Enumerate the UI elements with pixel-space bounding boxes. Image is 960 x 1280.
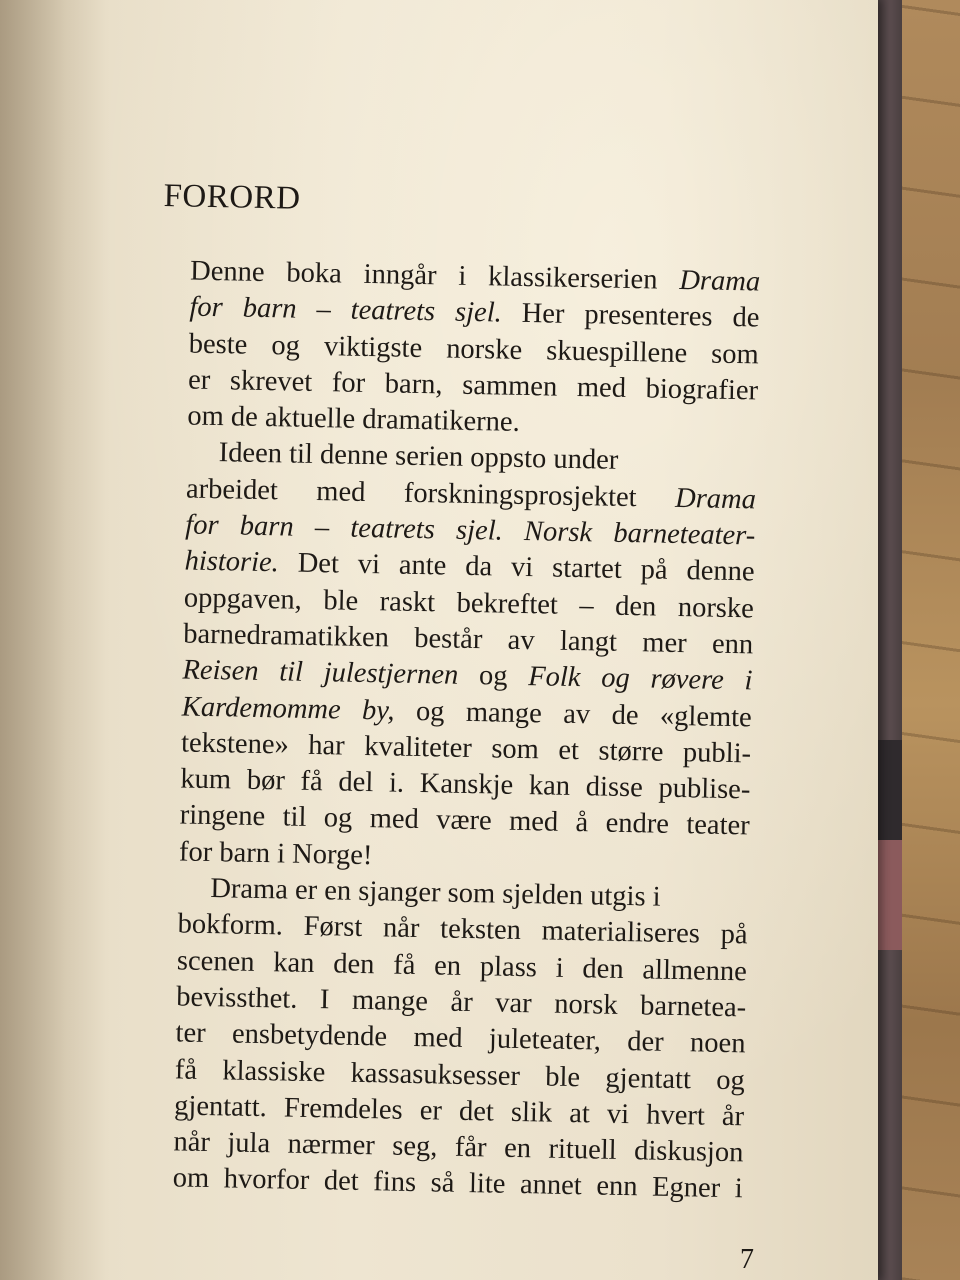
text-run: barnedramatikken består av langt mer enn bbox=[182, 618, 754, 661]
text-run: for barn i Norge! bbox=[178, 836, 373, 871]
italic-title-text: Kardemomme by, bbox=[181, 691, 395, 727]
italic-title-text: for barn – teatrets sjel. Norsk barneteater- bbox=[185, 509, 756, 552]
text-run: og bbox=[457, 660, 529, 693]
text-run: Her presenteres de bbox=[501, 297, 760, 334]
text-run: kum bør få del i. Kanskje kan disse publise- bbox=[180, 763, 751, 806]
text-run: når jula nærmer seg, får en rituell diskusjon bbox=[173, 1126, 744, 1169]
text-run: gjentatt. Fremdeles er det slik at vi hvert år bbox=[173, 1090, 745, 1133]
text-run: tekstene» har kvaliteter som et større publi- bbox=[180, 727, 752, 770]
text-run: arbeidet med forskningsprosjektet bbox=[185, 473, 676, 514]
chapter-heading: FORORD bbox=[163, 178, 301, 217]
text-run: scenen kan den få en plass i den allmenne bbox=[176, 945, 748, 988]
text-run: Denne boka inngår i klassikerserien bbox=[189, 255, 680, 296]
text-run: få klassiske kassasuksesser ble gjentatt og bbox=[174, 1053, 746, 1096]
italic-title-text: Reisen til julestjernen bbox=[182, 654, 459, 692]
page-gutter-shadow bbox=[0, 0, 110, 1280]
italic-title-text: historie. bbox=[184, 545, 280, 579]
text-run: Drama er en sjanger som sjelden utgis i bbox=[210, 873, 661, 913]
text-run: beste og viktigste norske skuespillene som bbox=[188, 328, 760, 371]
text-run: Ideen til denne serien oppsto under bbox=[218, 437, 619, 477]
page-number: 7 bbox=[740, 1244, 754, 1275]
text-run: om hvorfor det fins så lite annet enn Egner i bbox=[172, 1162, 743, 1205]
text-run: Det vi ante da vi startet på denne bbox=[278, 547, 755, 588]
text-run: ter ensbetydende med juleteater, der noen bbox=[175, 1017, 746, 1060]
italic-title-text: Drama bbox=[674, 482, 757, 516]
italic-title-text: Drama bbox=[679, 264, 761, 298]
text-run: ringene til og med være med å endre teater bbox=[179, 799, 750, 842]
text-run: bokform. Først når teksten materialiseres på bbox=[177, 908, 748, 951]
body-text bbox=[142, 253, 760, 1208]
page-text-block bbox=[142, 178, 761, 1208]
text-run: om de aktuelle dramatikerne. bbox=[187, 400, 521, 439]
text-run: er skrevet for barn, sammen med biografier bbox=[187, 364, 759, 407]
italic-title-text: for barn – teatrets sjel. bbox=[189, 291, 503, 329]
text-run: bevissthet. I mange år var norsk barnetea- bbox=[175, 981, 747, 1024]
italic-title-text: Folk og røvere i bbox=[527, 661, 753, 697]
text-run: og mange av de «glemte bbox=[394, 695, 753, 733]
wooden-table bbox=[900, 0, 960, 1280]
text-run: oppgaven, ble raskt bekreftet – den norske bbox=[183, 582, 755, 625]
